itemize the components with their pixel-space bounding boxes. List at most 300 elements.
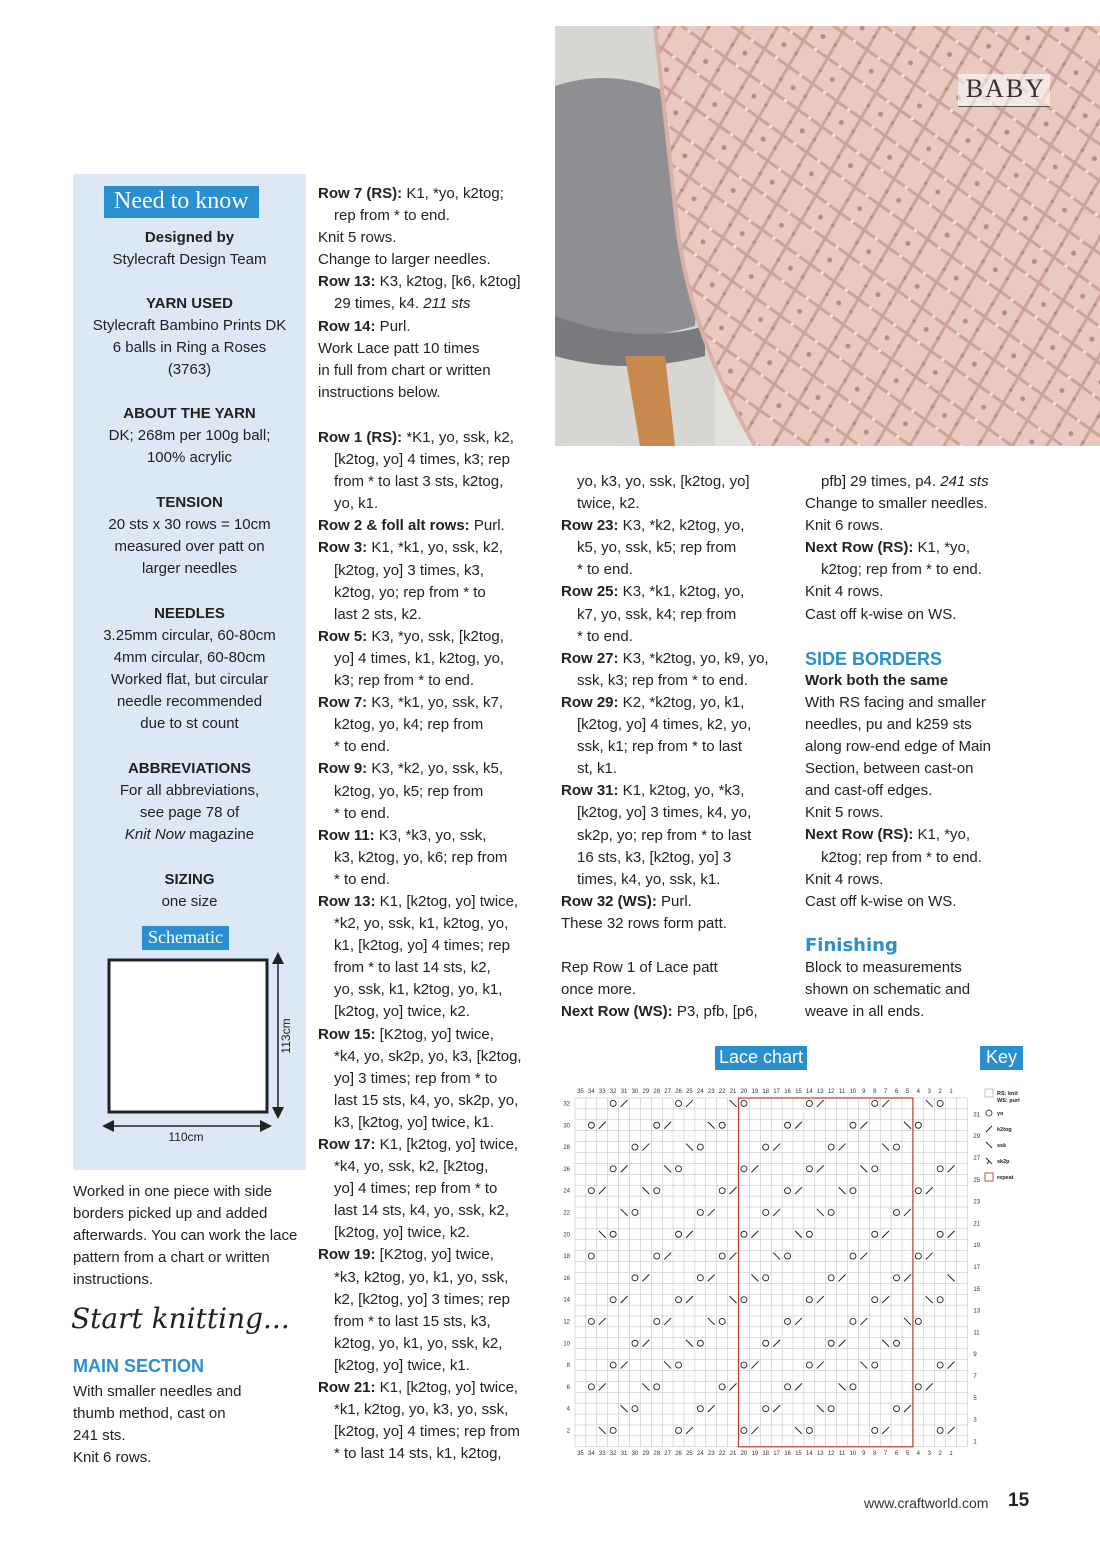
sizing-value: one size (161, 893, 218, 910)
instruction-text: yo] 4 times; rep from * to (334, 1180, 498, 1198)
instruction-text: K1, [k2tog, yo] twice, (375, 892, 519, 910)
k2tog-symbol (795, 1187, 802, 1194)
yo-symbol (828, 1406, 834, 1412)
finishing-line: Block to measurements (805, 958, 962, 976)
yo-symbol (894, 1144, 900, 1150)
yarn-used-line: Stylecraft Bambino Prints DK (92, 317, 287, 334)
k2tog-symbol (708, 1274, 715, 1281)
column-label-bottom: 12 (827, 1450, 835, 1457)
main-section-body (73, 1381, 305, 1469)
yo-symbol (610, 1427, 616, 1433)
sk2p-key-symbol-mark (987, 1161, 989, 1164)
instruction-line (318, 1399, 550, 1421)
yo-symbol (872, 1362, 878, 1368)
instruction-line (318, 604, 550, 626)
instruction-text: K1, *k1, yo, ssk, k2, (367, 539, 504, 557)
footer-url: www.craftworld.com (864, 1495, 989, 1511)
key-label: WS: purl (997, 1098, 1020, 1104)
instruction-text: [k2tog, yo] 4 times, k3; rep (334, 451, 510, 469)
row-label-right: 27 (973, 1155, 981, 1162)
instruction-line (318, 781, 550, 803)
instruction-line (318, 293, 550, 315)
column-label-top: 32 (609, 1089, 617, 1095)
ssk-symbol (904, 1318, 911, 1325)
yo-symbol (676, 1362, 682, 1368)
column-label-top: 6 (894, 1089, 899, 1095)
instruction-text: K1, *yo, k2tog; (402, 185, 504, 202)
schematic-svg (100, 950, 300, 1150)
column-label-bottom: 19 (751, 1450, 759, 1457)
yarn-used-heading: YARN USED (146, 295, 233, 312)
instruction-line (561, 736, 796, 758)
instruction-line (805, 559, 1025, 581)
column-label-bottom: 14 (806, 1450, 813, 1457)
column-label-top: 34 (588, 1089, 595, 1095)
needles-line: 3.25mm circular, 60-80cm (103, 627, 276, 644)
magazine-name: Knit Now (124, 826, 185, 843)
row-label: Row 3: (318, 539, 368, 557)
instruction-text: k2tog, yo, k1, yo, ssk, k2, (334, 1334, 503, 1352)
instruction-text: st, k1. (577, 760, 618, 778)
column-label-top: 33 (598, 1089, 606, 1095)
k2tog-symbol (860, 1122, 867, 1129)
k2tog-symbol (751, 1231, 758, 1238)
instruction-line (318, 515, 550, 537)
column-label-top: 29 (642, 1089, 650, 1095)
start-knitting-title: Start knitting... (71, 1302, 290, 1335)
k2tog-symbol (795, 1122, 802, 1129)
instruction-line (561, 648, 796, 670)
instruction-text: Change to larger needles. (318, 251, 491, 269)
k2tog-symbol (708, 1209, 715, 1216)
instruction-line (805, 891, 1025, 913)
instruction-text: K3, k2tog, [k6, k2tog] (375, 273, 521, 291)
instruction-text: k3, [k2tog, yo] twice, k1. (334, 1113, 495, 1131)
yo-symbol (937, 1166, 943, 1172)
yo-symbol (915, 1188, 921, 1194)
instruction-text: *K1, yo, ssk, k2, (402, 429, 514, 446)
instruction-line (318, 1443, 550, 1465)
instruction-line (318, 803, 550, 825)
yo-symbol (850, 1318, 856, 1324)
instruction-line (318, 1244, 550, 1266)
instruction-text: K1, [k2tog, yo] twice, (375, 1379, 519, 1397)
abbreviations-line: For all abbreviations, (119, 782, 260, 799)
k2tog-symbol (664, 1318, 671, 1325)
k2tog-symbol (839, 1274, 846, 1281)
column-label-top: 2 (938, 1089, 942, 1095)
k2tog-symbol (817, 1165, 824, 1172)
yo-symbol (676, 1100, 682, 1106)
instruction-line (805, 604, 1025, 626)
column-label-top: 23 (707, 1089, 715, 1095)
yo-symbol (915, 1253, 921, 1259)
yo-symbol (654, 1122, 660, 1128)
instruction-text: P3, pfb, [p6, (672, 1003, 758, 1021)
column-label-bottom: 15 (795, 1450, 802, 1457)
instruction-text: k2tog; rep from * to end. (821, 848, 982, 866)
instruction-text: K3, *k1, yo, ssk, k7, (367, 694, 504, 712)
instruction-line (318, 471, 550, 493)
column-label-bottom: 32 (609, 1450, 617, 1457)
column-label-bottom: 17 (773, 1450, 780, 1457)
column-label-top: 3 (927, 1089, 931, 1095)
instruction-text: times, k4, yo, ssk, k1. (577, 870, 721, 888)
column-label-top: 24 (697, 1089, 704, 1095)
instruction-text: k2tog, yo, k5; rep from (334, 782, 484, 800)
instruction-line (318, 1377, 550, 1399)
column-label-top: 35 (577, 1089, 584, 1095)
instruction-text: Rep Row 1 of Lace patt (561, 958, 718, 976)
instruction-text: yo, k3, yo, ssk, [k2tog, yo] (577, 473, 750, 490)
main-section-line: Knit 6 rows. (73, 1449, 152, 1466)
abbreviations-line: see page 78 of (139, 804, 240, 821)
column-label-bottom: 34 (588, 1450, 595, 1457)
instruction-line (318, 1090, 550, 1112)
k2tog-symbol (817, 1296, 824, 1303)
instruction-line (805, 736, 1025, 758)
instruction-text: *k3, k2tog, yo, k1, yo, ssk, (334, 1268, 509, 1286)
instruction-line (318, 692, 550, 714)
instruction-line (805, 758, 1025, 780)
page-number: 15 (1008, 1490, 1030, 1511)
instruction-text: last 14 sts, k4, yo, ssk, k2, (334, 1202, 510, 1220)
instruction-text: Cast off k-wise on WS. (805, 605, 957, 623)
k2tog-symbol (642, 1144, 649, 1151)
instruction-line (805, 714, 1025, 736)
column-label-top: 19 (751, 1089, 759, 1095)
pattern-column-3 (561, 471, 796, 1023)
column-label-bottom: 27 (664, 1450, 671, 1457)
column-label-top: 10 (849, 1089, 857, 1095)
row-label-left: 14 (563, 1297, 570, 1304)
need-to-know-title: Need to know (104, 186, 259, 218)
yo-symbol (763, 1340, 769, 1346)
yo-symbol (632, 1406, 638, 1412)
instruction-text: *k2, yo, ssk, k1, k2tog, yo, (334, 915, 509, 933)
column-label-bottom: 33 (598, 1450, 606, 1457)
instruction-text: k7, yo, ssk, k4; rep from (577, 605, 737, 623)
column-label-bottom: 2 (938, 1450, 942, 1457)
instruction-line (805, 670, 1025, 692)
instruction-line (318, 626, 550, 648)
column-label-top: 7 (883, 1089, 888, 1095)
instruction-text: * to last 14 sts, k1, k2tog, (334, 1445, 502, 1463)
column-label-bottom: 8 (873, 1450, 877, 1457)
abbreviations-line (73, 824, 306, 846)
k2tog-key-symbol (986, 1126, 992, 1132)
yo-symbol (937, 1297, 943, 1303)
yo-symbol (610, 1166, 616, 1172)
key-label: RS: knit (997, 1091, 1018, 1097)
row-label-right: 21 (973, 1221, 981, 1228)
column-label-top: 18 (762, 1089, 770, 1095)
k2tog-symbol (751, 1362, 758, 1369)
ssk-symbol (817, 1405, 824, 1412)
key-label: repeat (997, 1175, 1014, 1181)
yo-symbol (915, 1318, 921, 1324)
chart-key-svg (983, 1085, 1063, 1195)
instruction-line (318, 1222, 550, 1244)
yo-symbol (785, 1253, 791, 1259)
instruction-line (561, 714, 796, 736)
abbreviations-line-rest: magazine (184, 826, 255, 843)
section-tag: BABY (958, 74, 1050, 107)
k2tog-symbol (751, 1427, 758, 1434)
knit-purl-symbol (985, 1089, 993, 1097)
k2tog-symbol (730, 1187, 737, 1194)
yo-symbol (719, 1253, 725, 1259)
lace-chart-grid (555, 1080, 1025, 1470)
row-label: Next Row (RS): (805, 539, 914, 557)
yo-symbol (697, 1144, 703, 1150)
instruction-line (561, 692, 796, 714)
instruction-line (318, 1024, 550, 1046)
yarn-used-line: (3763) (167, 361, 212, 378)
yo-symbol (828, 1209, 834, 1215)
yo-symbol (850, 1384, 856, 1390)
ssk-symbol (926, 1296, 933, 1303)
row-label-right: 25 (973, 1177, 981, 1184)
row-label-left: 30 (563, 1123, 570, 1130)
instruction-text: Work Lace patt 10 times (318, 339, 480, 357)
yo-symbol (937, 1362, 943, 1368)
instruction-line (561, 891, 796, 913)
instruction-text: from * to last 15 sts, k3, (334, 1312, 491, 1330)
instruction-line (318, 1046, 550, 1068)
instruction-line (561, 559, 796, 581)
instruction-line (561, 515, 796, 537)
instruction-text: 16 sts, k3, [k2tog, yo] 3 (577, 848, 732, 866)
yo-symbol (763, 1275, 769, 1281)
yo-symbol (872, 1166, 878, 1172)
ssk-symbol (664, 1165, 671, 1172)
yo-symbol (806, 1166, 812, 1172)
yo-symbol (588, 1122, 594, 1128)
instruction-text: ssk, k3; rep from * to end. (577, 671, 748, 689)
k2tog-symbol (599, 1122, 606, 1129)
instruction-line (318, 560, 550, 582)
yo-symbol (872, 1100, 878, 1106)
k2tog-symbol (773, 1209, 780, 1216)
k2tog-symbol (686, 1100, 693, 1107)
instruction-line (318, 1311, 550, 1333)
instruction-line (318, 1421, 550, 1443)
instruction-line (805, 869, 1025, 891)
instruction-text: Section, between cast-on (805, 760, 974, 778)
yo-symbol (915, 1384, 921, 1390)
instruction-line (318, 382, 550, 404)
yo-symbol (937, 1100, 943, 1106)
yo-symbol (806, 1427, 812, 1433)
main-section-line: With smaller needles and (73, 1383, 242, 1400)
instruction-line (318, 736, 550, 758)
column-label-top: 9 (862, 1089, 866, 1095)
k2tog-symbol (686, 1296, 693, 1303)
instruction-text: K3, *k2tog, yo, k9, yo, (618, 649, 769, 667)
row-label-left: 20 (563, 1232, 570, 1239)
about-yarn-section (73, 403, 306, 469)
instruction-text: yo, ssk, k1, k2tog, yo, k1, (334, 981, 503, 999)
column-label-top: 27 (664, 1089, 671, 1095)
yo-symbol (806, 1231, 812, 1237)
row-label-right: 11 (973, 1330, 980, 1337)
instruction-line (318, 935, 550, 957)
yo-symbol (610, 1100, 616, 1106)
yo-symbol (610, 1297, 616, 1303)
column-label-top: 12 (827, 1089, 835, 1095)
instruction-text: 29 times, k4. (334, 295, 424, 313)
yo-symbol (872, 1231, 878, 1237)
column-label-bottom: 35 (577, 1450, 584, 1457)
tension-line: 20 sts x 30 rows = 10cm (108, 516, 271, 533)
yo-symbol (872, 1427, 878, 1433)
instruction-line (318, 847, 550, 869)
column-label-top: 30 (631, 1089, 639, 1095)
instruction-text: k2tog; rep from * to end. (821, 561, 982, 579)
instruction-line (318, 205, 550, 227)
ssk-symbol (708, 1122, 715, 1129)
instruction-text: *k4, yo, ssk, k2, [k2tog, (334, 1158, 489, 1176)
instruction-line (318, 979, 550, 1001)
instruction-line (318, 670, 550, 692)
yo-symbol (763, 1144, 769, 1150)
column-label-bottom: 25 (686, 1450, 693, 1457)
row-label-left: 10 (563, 1341, 570, 1348)
ssk-symbol (599, 1231, 606, 1238)
yo-symbol (676, 1231, 682, 1237)
ssk-symbol (686, 1144, 693, 1151)
abbreviations-heading: ABBREVIATIONS (127, 760, 252, 777)
instruction-line (318, 227, 550, 249)
k2tog-symbol (642, 1340, 649, 1347)
instruction-line (561, 1001, 796, 1023)
instruction-line (805, 780, 1025, 802)
lace-chart-title: Lace chart (715, 1046, 807, 1070)
ssk-symbol (686, 1340, 693, 1347)
row-label: Row 17: (318, 1136, 376, 1153)
k2tog-symbol (904, 1405, 911, 1412)
row-label: Row 27: (561, 649, 619, 667)
ssk-symbol (882, 1144, 889, 1151)
lace-chart (555, 1080, 1025, 1470)
row-label-right: 9 (973, 1352, 977, 1359)
row-label-right: 23 (973, 1199, 981, 1206)
k2tog-symbol (686, 1231, 693, 1238)
yo-symbol (719, 1318, 725, 1324)
instruction-text: [K2tog, yo] twice, (375, 1246, 494, 1264)
instruction-line (318, 427, 550, 449)
column-label-bottom: 22 (718, 1450, 726, 1457)
column-label-top: 20 (740, 1089, 748, 1095)
column-label-top: 1 (949, 1089, 953, 1095)
instruction-line (561, 869, 796, 891)
yo-symbol (676, 1297, 682, 1303)
instruction-line (318, 271, 550, 293)
ssk-symbol (642, 1383, 649, 1390)
row-label: Next Row (RS): (805, 826, 914, 844)
k2tog-symbol (664, 1253, 671, 1260)
column-label-bottom: 13 (816, 1450, 824, 1457)
instruction-line (561, 626, 796, 648)
instruction-line (318, 1134, 550, 1156)
row-label-left: 18 (563, 1254, 570, 1261)
row-label-left: 2 (566, 1428, 570, 1435)
instruction-line (318, 316, 550, 338)
sizing-heading: SIZING (164, 871, 215, 888)
row-label-left: 22 (563, 1210, 570, 1217)
yo-symbol (719, 1122, 725, 1128)
yo-symbol (654, 1384, 660, 1390)
instruction-line (561, 913, 796, 935)
yo-symbol (850, 1253, 856, 1259)
instruction-text: from * to last 14 sts, k2, (334, 959, 491, 977)
row-label-left: 12 (563, 1319, 570, 1326)
yo-symbol (654, 1318, 660, 1324)
needles-line: 4mm circular, 60-80cm (113, 649, 266, 666)
instruction-line (805, 471, 1025, 493)
instruction-text: Change to smaller needles. (805, 495, 988, 513)
k2tog-symbol (686, 1427, 693, 1434)
instruction-text: K3, *yo, ssk, [k2tog, (367, 627, 504, 645)
instruction-line (318, 1355, 550, 1377)
yo-symbol (588, 1253, 594, 1259)
yo-symbol (763, 1406, 769, 1412)
instruction-text: K1, *yo, (913, 826, 971, 844)
instruction-text: from * to last 3 sts, k2tog, (334, 473, 504, 491)
column-label-bottom: 9 (862, 1450, 866, 1457)
tension-section (73, 492, 306, 580)
k2tog-symbol (730, 1383, 737, 1390)
pattern-column-2-top (318, 183, 550, 404)
instruction-text: * to end. (577, 627, 633, 645)
column-label-bottom: 11 (838, 1450, 846, 1457)
repeat-key-symbol (985, 1173, 993, 1181)
instruction-line (561, 670, 796, 692)
column-label-top: 17 (773, 1089, 780, 1095)
yo-symbol (828, 1275, 834, 1281)
column-label-top: 26 (675, 1089, 682, 1095)
yo-symbol (894, 1340, 900, 1346)
instruction-line (318, 1200, 550, 1222)
row-label-left: 16 (563, 1275, 570, 1282)
row-label: Work both the same (805, 671, 949, 689)
yo-symbol (632, 1340, 638, 1346)
instruction-line (318, 714, 550, 736)
side-borders-body (805, 670, 1025, 913)
row-label: Row 9: (318, 760, 368, 778)
yo-symbol (632, 1209, 638, 1215)
tension-line: larger needles (141, 560, 238, 577)
yo-symbol (828, 1340, 834, 1346)
yo-symbol (872, 1297, 878, 1303)
instruction-text: k5, yo, ssk, k5; rep from (577, 539, 737, 557)
instruction-line (318, 1112, 550, 1134)
row-label-right: 13 (973, 1308, 981, 1315)
k2tog-symbol (882, 1100, 889, 1107)
main-section-line: 241 sts. (73, 1427, 126, 1444)
instruction-text: and cast-off edges. (805, 782, 933, 800)
instruction-text: [k2tog, yo] 3 times, k4, yo, (577, 804, 752, 822)
yo-symbol (610, 1231, 616, 1237)
k2tog-symbol (773, 1405, 780, 1412)
column-label-top: 8 (873, 1089, 877, 1095)
row-label: Row 7: (318, 694, 368, 712)
instruction-text: With RS facing and smaller (805, 693, 986, 711)
instruction-text: yo, k1. (334, 495, 379, 513)
row-label-right: 5 (973, 1395, 977, 1402)
k2tog-symbol (860, 1253, 867, 1260)
